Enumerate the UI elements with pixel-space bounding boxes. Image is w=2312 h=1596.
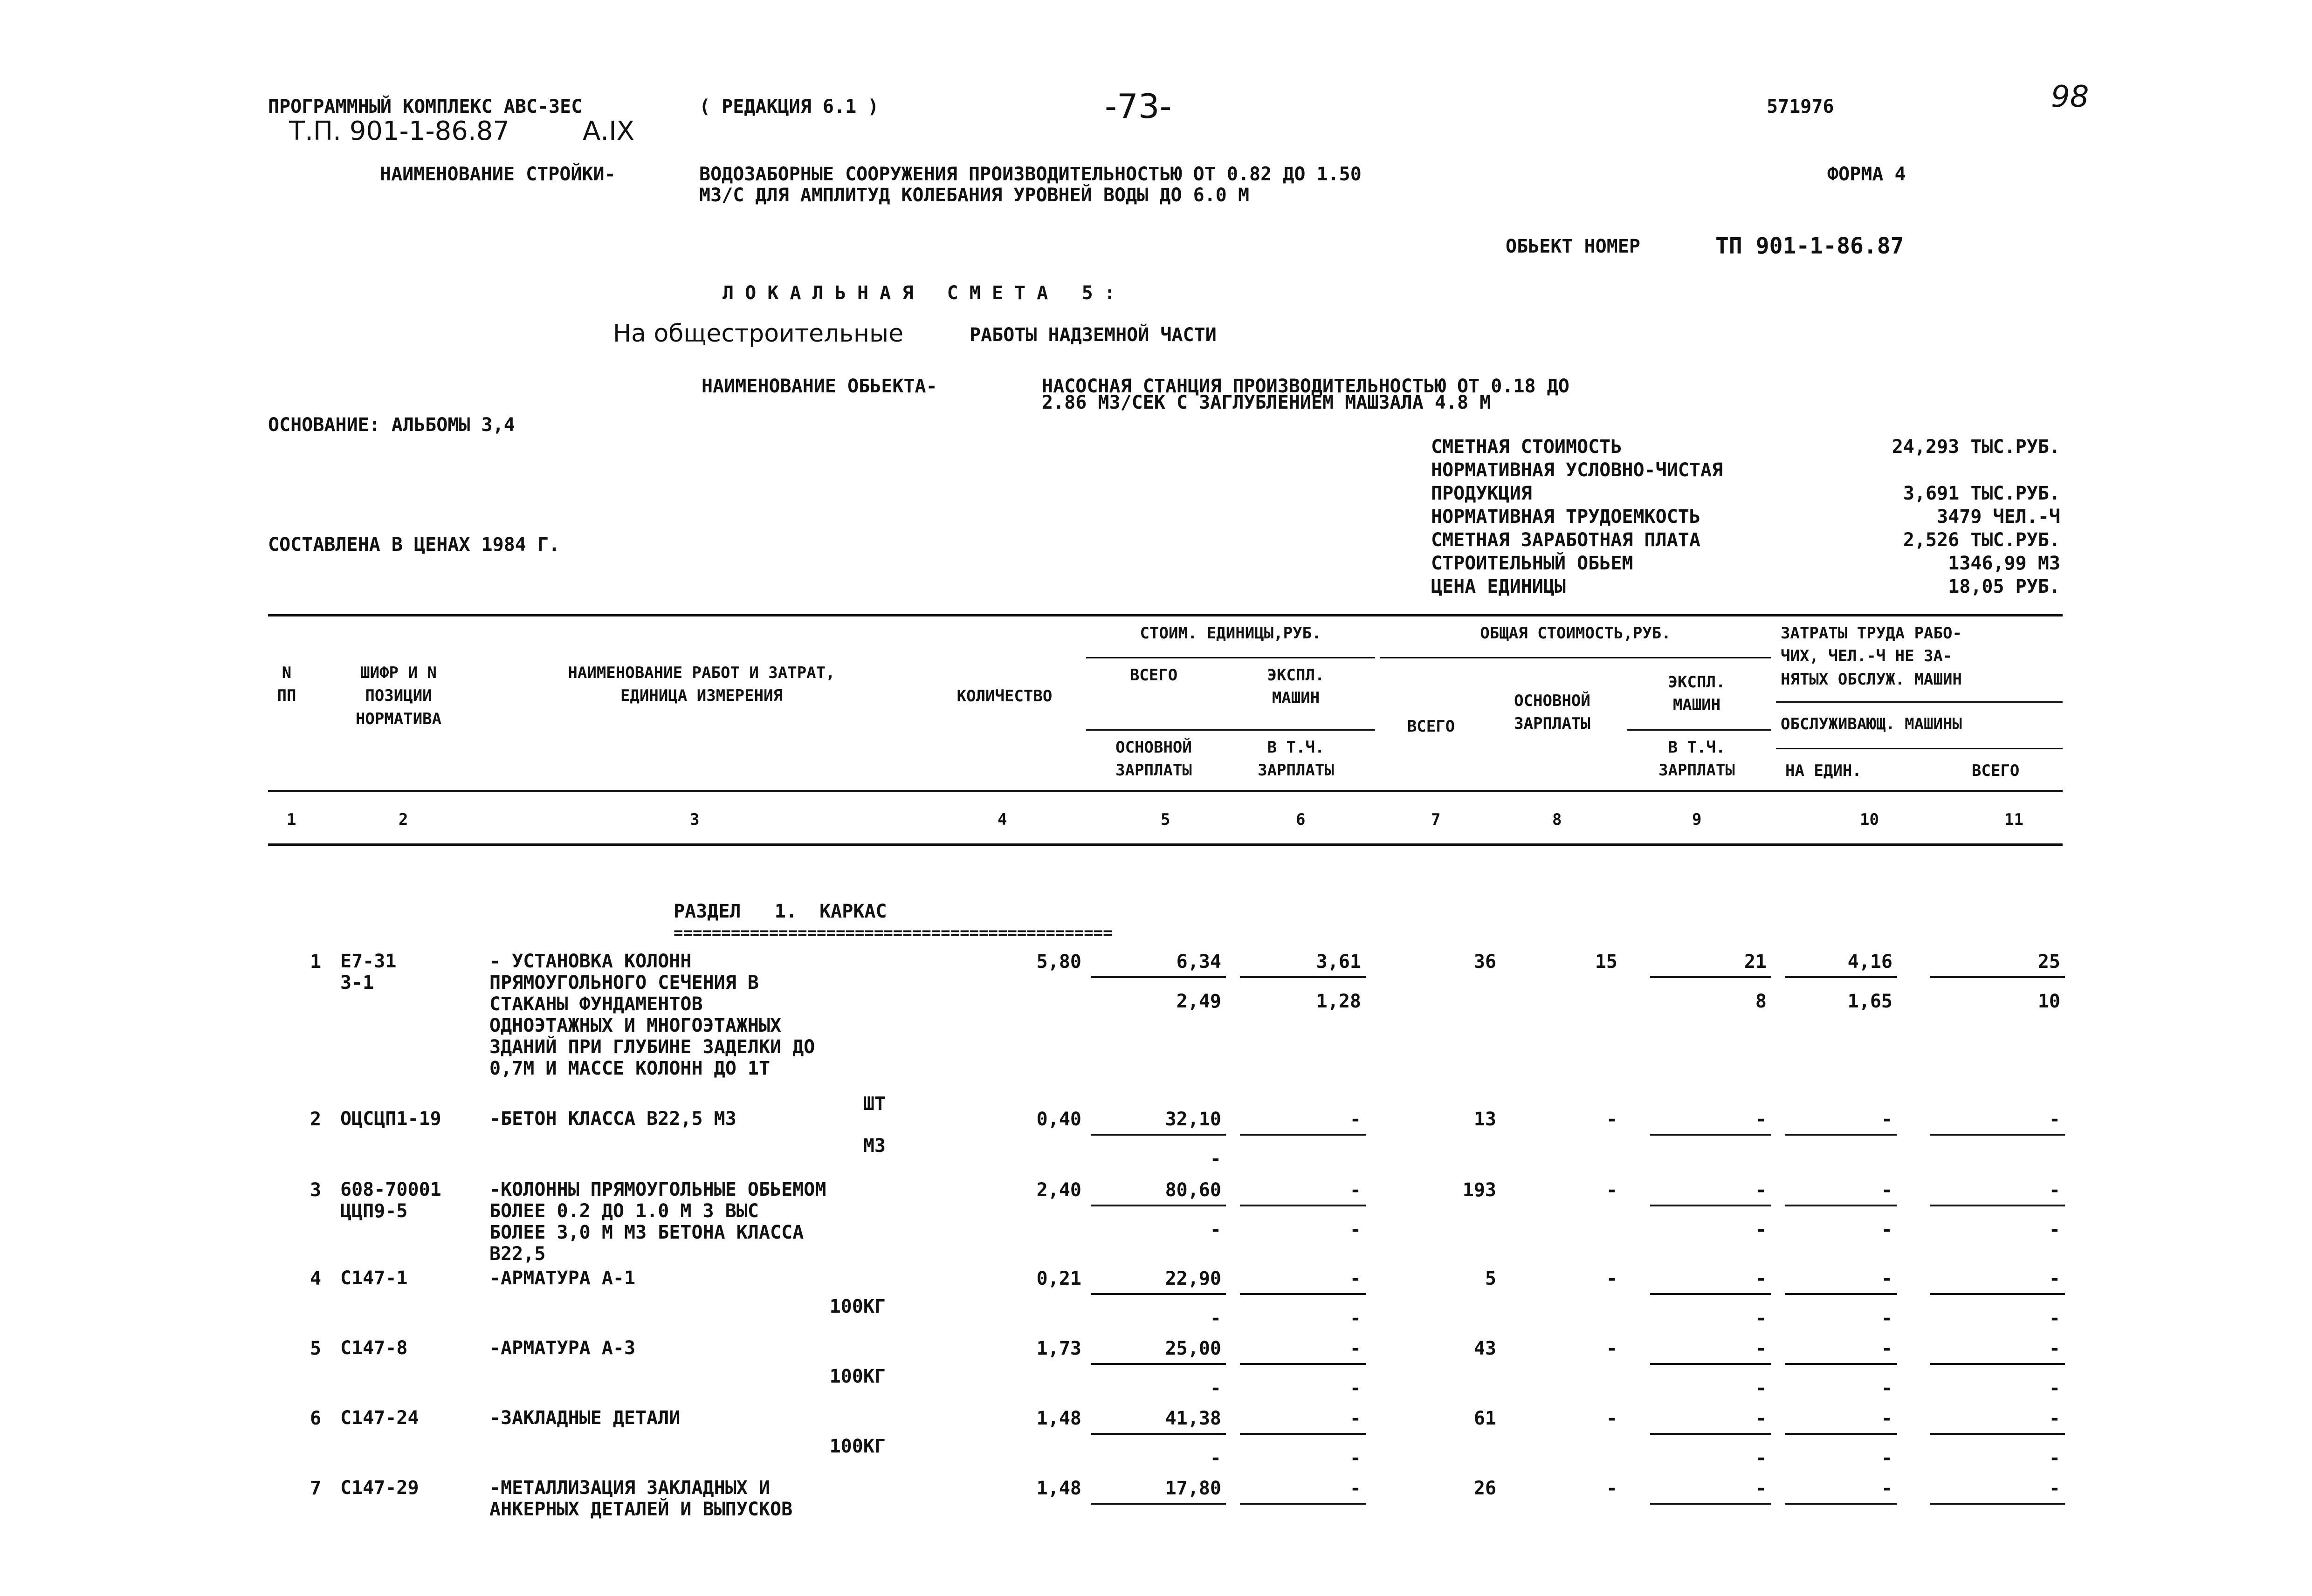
cell-total-machines: - [1755, 1179, 1767, 1201]
column-number: 7 [1431, 810, 1441, 829]
cell-unit-machines-sub: - [1349, 1377, 1361, 1399]
cell-underline [1091, 1503, 1226, 1505]
header-bottom-rule [268, 790, 2063, 792]
object-label: ОБЬЕКТ НОМЕР [1506, 236, 1640, 257]
column-number: 11 [2004, 810, 2023, 829]
cell-labor-unit: 4,16 [1847, 951, 1892, 973]
row-description: -КОЛОННЫ ПРЯМОУГОЛЬНЫЕ ОБЬЕМОМ БОЛЕЕ 0.2 ДО 1.0 М 3 ВЫС БОЛЕЕ 3,0 М М3 БЕТОНА КЛАССА В22,5 [489, 1179, 826, 1265]
col-header-total-machine-wages: В Т.Ч. ЗАРПЛАТЫ [1658, 738, 1735, 780]
construction-line2: М3/С ДЛЯ АМПЛИТУД КОЛЕБАНИЯ УРОВНЕЙ ВОДЫ ДО 6.0 М [699, 185, 1250, 206]
row-number: 4 [310, 1268, 322, 1289]
col-header-unit-total: ВСЕГО [1129, 666, 1178, 685]
row-code: С147-29 [340, 1477, 419, 1499]
cell-labor-total-sub: - [2049, 1219, 2060, 1240]
rule [1086, 729, 1375, 731]
cell-total: 36 [1473, 951, 1496, 973]
cell-underline [1785, 1293, 1897, 1295]
row-description: -БЕТОН КЛАССА В22,5 М3 [489, 1108, 736, 1130]
cell-underline [1930, 976, 2065, 978]
cell-underline [1785, 1363, 1897, 1365]
cell-unit-total-sub: 2,49 [1176, 991, 1221, 1012]
construction-line1: ВОДОЗАБОРНЫЕ СООРУЖЕНИЯ ПРОИЗВОДИТЕЛЬНОСТЬЮ ОТ 0.82 ДО 1.50 [699, 164, 1362, 185]
row-unit: 100КГ [829, 1296, 886, 1317]
row-unit: М3 [863, 1135, 886, 1157]
row-description: - УСТАНОВКА КОЛОНН ПРЯМОУГОЛЬНОГО СЕЧЕНИЯ В СТАКАНЫ ФУНДАМЕНТОВ ОДНОЭТАЖНЫХ И МНОГОЭТАЖНЫХ ЗДАНИЙ ПРИ ГЛУБИНЕ ЗАДЕЛКИ ДО 0,7М И МАССЕ КОЛОНН ДО 1Т [489, 951, 815, 1079]
cell-unit-total: 32,10 [1165, 1109, 1221, 1130]
cell-underline [1785, 1205, 1897, 1206]
row-unit: ШТ [863, 1093, 886, 1115]
cell-underline [1091, 1363, 1226, 1365]
cell-labor-unit-sub: 1,65 [1847, 991, 1892, 1012]
cell-total-machines-sub: - [1755, 1219, 1767, 1240]
cell-labor-unit-sub: - [1881, 1219, 1892, 1240]
col-header-quantity: КОЛИЧЕСТВО [956, 687, 1053, 706]
col-header-total-machines: ЭКСПЛ. МАШИН [1668, 673, 1726, 715]
cell-total-machines-sub: - [1755, 1447, 1767, 1469]
cell-unit-total-sub: - [1210, 1148, 1221, 1170]
cell-unit-machines: 3,61 [1316, 951, 1361, 973]
form-label: ФОРМА 4 [1827, 164, 1906, 185]
cell-labor-total: - [2049, 1338, 2060, 1359]
cell-underline [1240, 1293, 1366, 1295]
cell-unit-machines-sub: - [1349, 1308, 1361, 1329]
cell-unit-total-sub: - [1210, 1219, 1221, 1240]
column-number: 8 [1552, 810, 1562, 829]
row-unit: 100КГ [829, 1366, 886, 1387]
cell-underline [1091, 1205, 1226, 1206]
cell-unit-total: 6,34 [1176, 951, 1221, 973]
cell-labor-unit-sub: - [1881, 1377, 1892, 1399]
summary-label: СМЕТНАЯ СТОИМОСТЬ [1431, 436, 1622, 458]
cell-total-wages: - [1606, 1408, 1617, 1429]
column-number: 6 [1296, 810, 1306, 829]
cell-underline [1240, 1134, 1366, 1136]
cell-total: 193 [1462, 1179, 1496, 1201]
basis: ОСНОВАНИЕ: АЛЬБОМЫ 3,4 [268, 414, 515, 436]
sheet-corner-number: 98 [2051, 80, 2089, 114]
cell-unit-machines: - [1349, 1268, 1361, 1289]
row-description: -МЕТАЛЛИЗАЦИЯ ЗАКЛАДНЫХ И АНКЕРНЫХ ДЕТАЛЕЙ И ВЫПУСКОВ [489, 1477, 793, 1520]
cell-labor-total: - [2049, 1408, 2060, 1429]
works-typed: РАБОТЫ НАДЗЕМНОЙ ЧАСТИ [970, 324, 1217, 346]
cell-unit-machines-sub: - [1349, 1447, 1361, 1469]
col-header-labor: ЗАТРАТЫ ТРУДА РАБО- ЧИХ, ЧЕЛ.-Ч НЕ ЗА- НЯТЫХ ОБСЛУЖ. МАШИН [1781, 624, 1962, 689]
cell-total-machines: - [1755, 1338, 1767, 1359]
column-number: 5 [1161, 810, 1170, 829]
col-header-total-wages: ОСНОВНОЙ ЗАРПЛАТЫ [1514, 692, 1590, 733]
cell-total: 5 [1485, 1268, 1496, 1289]
cell-total-wages: 15 [1595, 951, 1617, 973]
summary-label: ПРОДУКЦИЯ [1431, 483, 1532, 504]
cell-underline [1240, 1205, 1366, 1206]
row-quantity: 2,40 [1036, 1179, 1081, 1201]
section-underline: ============================================== [674, 924, 1113, 942]
cell-total-wages: - [1606, 1478, 1617, 1499]
col-header-description: НАИМЕНОВАНИЕ РАБОТ И ЗАТРАТ, ЕДИНИЦА ИЗМЕРЕНИЯ [568, 664, 835, 706]
cell-unit-total: 25,00 [1165, 1338, 1221, 1359]
cell-underline [1930, 1134, 2065, 1136]
col-header-unit-machine-wages: В Т.Ч. ЗАРПЛАТЫ [1258, 738, 1334, 780]
cell-labor-unit-sub: - [1881, 1308, 1892, 1329]
cell-underline [1091, 1134, 1226, 1136]
cell-underline [1091, 1433, 1226, 1435]
cell-unit-total-sub: - [1210, 1377, 1221, 1399]
cell-unit-total: 22,90 [1165, 1268, 1221, 1289]
cell-labor-total-sub: - [2049, 1447, 2060, 1469]
object-number: ТП 901-1-86.87 [1715, 233, 1904, 259]
cell-labor-total-sub: 10 [2037, 991, 2060, 1012]
row-quantity: 1,73 [1036, 1338, 1081, 1359]
col-header-labor-sub: ОБСЛУЖИВАЮЩ. МАШИНЫ [1781, 715, 1962, 733]
cell-labor-unit-sub: - [1881, 1447, 1892, 1469]
col-header-unit-cost: СТОИМ. ЕДИНИЦЫ,РУБ. [1140, 624, 1321, 643]
cell-labor-unit: - [1881, 1478, 1892, 1499]
column-number: 4 [998, 810, 1007, 829]
summary-value: 2,526 ТЫС.РУБ. [1903, 529, 2060, 551]
edition: ( РЕДАКЦИЯ 6.1 ) [699, 96, 879, 117]
cell-unit-machines: - [1349, 1179, 1361, 1201]
summary-value: 18,05 РУБ. [1948, 576, 2060, 597]
cell-labor-unit: - [1881, 1179, 1892, 1201]
col-header-labor-unit: НА ЕДИН. [1785, 761, 1862, 780]
row-quantity: 1,48 [1036, 1408, 1081, 1429]
summary-label: СТРОИТЕЛЬНЫЙ ОБЬЕМ [1431, 553, 1633, 574]
column-number: 3 [690, 810, 700, 829]
cell-total-machines: - [1755, 1268, 1767, 1289]
row-description: -АРМАТУРА А-3 [489, 1337, 636, 1359]
cell-labor-total: - [2049, 1478, 2060, 1499]
cell-total: 61 [1473, 1408, 1496, 1429]
cell-unit-machines-sub: 1,28 [1316, 991, 1361, 1012]
cell-labor-total: - [2049, 1109, 2060, 1130]
cell-total-machines: - [1755, 1408, 1767, 1429]
cell-unit-total: 17,80 [1165, 1478, 1221, 1499]
cell-total-machines: 21 [1744, 951, 1767, 973]
row-description: -АРМАТУРА А-1 [489, 1267, 636, 1289]
cell-total-machines-sub: - [1755, 1377, 1767, 1399]
cell-underline [1930, 1205, 2065, 1206]
summary-value: 24,293 ТЫС.РУБ. [1892, 436, 2060, 458]
cell-labor-unit: - [1881, 1338, 1892, 1359]
cell-underline [1650, 976, 1771, 978]
album: А.IX [583, 116, 634, 146]
row-description: -ЗАКЛАДНЫЕ ДЕТАЛИ [489, 1407, 681, 1429]
cell-underline [1650, 1134, 1771, 1136]
cell-unit-machines-sub: - [1349, 1219, 1361, 1240]
summary-value: 3,691 ТЫС.РУБ. [1903, 483, 2060, 504]
cell-underline [1650, 1363, 1771, 1365]
cell-underline [1930, 1503, 2065, 1505]
col-header-unit-machines: ЭКСПЛ. МАШИН [1267, 666, 1325, 708]
cell-underline [1930, 1433, 2065, 1435]
cell-labor-total: 25 [2037, 951, 2060, 973]
col-header-unit-wages: ОСНОВНОЙ ЗАРПЛАТЫ [1115, 738, 1192, 780]
rule [1380, 657, 1771, 658]
cell-underline [1930, 1363, 2065, 1365]
row-number: 1 [310, 951, 322, 973]
construction-label: НАИМЕНОВАНИЕ СТРОЙКИ- [380, 164, 616, 185]
cell-underline [1240, 1363, 1366, 1365]
cell-total-wages: - [1606, 1338, 1617, 1359]
row-number: 6 [310, 1408, 322, 1429]
cell-underline [1785, 1433, 1897, 1435]
cell-underline [1091, 1293, 1226, 1295]
cell-labor-total: - [2049, 1179, 2060, 1201]
rule [1627, 729, 1771, 731]
cell-underline [1240, 1503, 1366, 1505]
cell-unit-total: 41,38 [1165, 1408, 1221, 1429]
row-quantity: 0,40 [1036, 1109, 1081, 1130]
row-quantity: 1,48 [1036, 1478, 1081, 1499]
rule [1776, 701, 2063, 703]
cell-labor-total-sub: - [2049, 1377, 2060, 1399]
page-number: -73- [1105, 87, 1172, 126]
table-top-rule [268, 614, 2063, 616]
row-code: С147-24 [340, 1407, 419, 1429]
cell-total: 43 [1473, 1338, 1496, 1359]
cell-unit-machines: - [1349, 1408, 1361, 1429]
estimate-title: Л О К А Л Ь Н А Я С М Е Т А 5 : [722, 282, 1115, 304]
cell-labor-unit: - [1881, 1109, 1892, 1130]
cell-unit-total-sub: - [1210, 1308, 1221, 1329]
cell-underline [1240, 976, 1366, 978]
summary-value: 1346,99 М3 [1948, 553, 2060, 574]
cell-total-machines-sub: 8 [1755, 991, 1767, 1012]
cell-underline [1240, 1433, 1366, 1435]
section-title: РАЗДЕЛ 1. КАРКАС [674, 901, 887, 922]
cell-total-machines-sub: - [1755, 1308, 1767, 1329]
cell-unit-machines: - [1349, 1338, 1361, 1359]
rule [1086, 657, 1375, 658]
row-number: 5 [310, 1338, 322, 1359]
summary-label: ЦЕНА ЕДИНИЦЫ [1431, 576, 1566, 597]
summary-value: 3479 ЧЕЛ.-Ч [1937, 506, 2060, 527]
cell-total: 26 [1473, 1478, 1496, 1499]
cell-labor-total: - [2049, 1268, 2060, 1289]
cell-underline [1650, 1433, 1771, 1435]
cell-underline [1650, 1503, 1771, 1505]
project-code: Т.П. 901-1-86.87 [289, 116, 509, 146]
row-code: ОЦСЦП1-19 [340, 1108, 441, 1130]
row-code: Е7-31 3-1 [340, 951, 397, 993]
cell-underline [1650, 1293, 1771, 1295]
doc-code: 571976 [1767, 96, 1834, 117]
cell-labor-unit: - [1881, 1408, 1892, 1429]
cell-total: 13 [1473, 1109, 1496, 1130]
column-number: 10 [1860, 810, 1879, 829]
cell-underline [1785, 976, 1897, 978]
cell-underline [1091, 976, 1226, 978]
summary-label: НОРМАТИВНАЯ ТРУДОЕМКОСТЬ [1431, 506, 1700, 527]
cell-unit-machines: - [1349, 1478, 1361, 1499]
row-unit: 100КГ [829, 1436, 886, 1457]
row-code: 608-70001 ЦЦП9-5 [340, 1179, 441, 1222]
cell-labor-total-sub: - [2049, 1308, 2060, 1329]
cell-total-wages: - [1606, 1268, 1617, 1289]
cell-unit-total: 80,60 [1165, 1179, 1221, 1201]
cell-underline [1785, 1134, 1897, 1136]
cell-labor-unit: - [1881, 1268, 1892, 1289]
works-handwritten: На общестроительные [613, 320, 904, 348]
object-name-label: НАИМЕНОВАНИЕ ОБЬЕКТА- [702, 376, 937, 397]
summary-label: НОРМАТИВНАЯ УСЛОВНО-ЧИСТАЯ [1431, 459, 1723, 481]
cell-unit-total-sub: - [1210, 1447, 1221, 1469]
column-number: 2 [399, 810, 408, 829]
cell-total-wages: - [1606, 1179, 1617, 1201]
row-code: С147-1 [340, 1267, 408, 1289]
column-number: 9 [1692, 810, 1702, 829]
object-name-line1: НАСОСНАЯ СТАНЦИЯ ПРОИЗВОДИТЕЛЬНОСТЬЮ ОТ 0.18 ДО [1042, 376, 1569, 397]
row-quantity: 5,80 [1036, 951, 1081, 973]
col-header-total: ВСЕГО [1407, 717, 1455, 736]
col-header-labor-total: ВСЕГО [1972, 761, 2020, 780]
column-number: 1 [287, 810, 296, 829]
header-numbers-rule [268, 843, 2063, 846]
rule [1776, 748, 2063, 749]
row-code: С147-8 [340, 1337, 408, 1359]
col-header-n: N ПП [277, 664, 296, 706]
cell-unit-machines: - [1349, 1109, 1361, 1130]
cell-underline [1785, 1503, 1897, 1505]
row-number: 7 [310, 1478, 322, 1499]
cell-total-machines: - [1755, 1109, 1767, 1130]
col-header-code: ШИФР И N ПОЗИЦИИ НОРМАТИВА [355, 664, 442, 728]
summary-label: СМЕТНАЯ ЗАРАБОТНАЯ ПЛАТА [1431, 529, 1700, 551]
row-number: 3 [310, 1179, 322, 1201]
col-header-total-cost: ОБЩАЯ СТОИМОСТЬ,РУБ. [1480, 624, 1671, 643]
row-quantity: 0,21 [1036, 1268, 1081, 1289]
cell-underline [1930, 1293, 2065, 1295]
cell-total-machines: - [1755, 1478, 1767, 1499]
cell-total-wages: - [1606, 1109, 1617, 1130]
prices-year: СОСТАВЛЕНА В ЦЕНАХ 1984 Г. [268, 534, 560, 555]
cell-underline [1650, 1205, 1771, 1206]
row-number: 2 [310, 1109, 322, 1130]
object-name-line2: 2.86 М3/СЕК С ЗАГЛУБЛЕНИЕМ МАШЗАЛА 4.8 М [1042, 392, 1491, 413]
program-name: ПРОГРАММНЫЙ КОМПЛЕКС АВС-ЗЕС [268, 96, 583, 117]
